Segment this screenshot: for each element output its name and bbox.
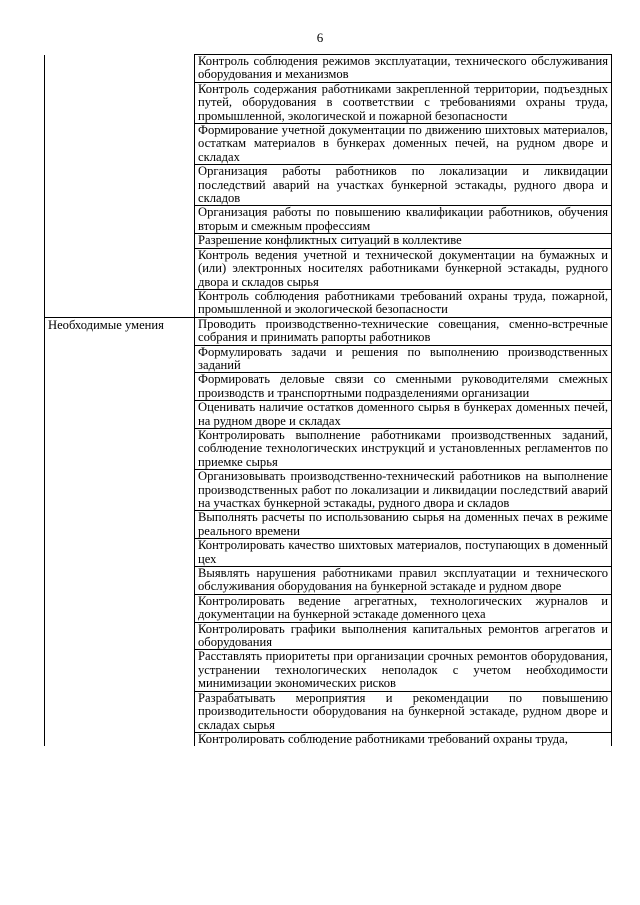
table-row — [45, 317, 612, 345]
table-cell-item: Организация работы по повышению квалификации работников, обучения вторым и смежным профессиям — [195, 206, 612, 234]
table-cell-item: Организация работы работников по локализации и ликвидации последствий аварий на участках бункерной эстакады, рудного двора и складов — [195, 165, 612, 206]
table-cell-item: Контролировать ведение агрегатных, технологических журналов и документации на бункерной эстакаде доменного цеха — [195, 594, 612, 622]
section-label-required-skills: Необходимые умения — [45, 317, 195, 746]
specification-table — [44, 54, 612, 746]
table-cell-item: Контроль соблюдения работниками требований охраны труда, пожарной, промышленной и экологической безопасности — [195, 289, 612, 317]
table-cell-item: Выполнять расчеты по использованию сырья на доменных печах в режиме реального времени — [195, 511, 612, 539]
table-cell-item: Контролировать графики выполнения капитальных ремонтов агрегатов и оборудования — [195, 622, 612, 650]
table-cell-item: Формировать деловые связи со сменными руководителями смежных производств и транспортными подразделениями организации — [195, 373, 612, 401]
table-cell-item: Контролировать качество шихтовых материалов, поступающих в доменный цех — [195, 539, 612, 567]
table-cell-item: Формулировать задачи и решения по выполнению производственных заданий — [195, 345, 612, 373]
table-cell-item: Проводить производственно-технические совещания, сменно-встречные собрания и принимать рапорты работников — [195, 317, 612, 345]
table-cell-item: Разрешение конфликтных ситуаций в коллективе — [195, 234, 612, 248]
specification-table-body — [45, 55, 612, 747]
page-number: 6 — [316, 30, 324, 45]
table-cell-item: Контроль ведения учетной и технической документации на бумажных и (или) электронных носителях работниками бункерной эстакады, рудного двора и складов сырья — [195, 248, 612, 289]
table-cell-item: Оценивать наличие остатков доменного сырья в бункерах доменных печей, на рудном дворе и складах — [195, 401, 612, 429]
section-label-continued — [45, 55, 195, 318]
table-cell-item: Организовывать производственно-технический работников на выполнение производственных работ по локализации и ликвидации последствий аварий на участках бункерной эстакады, рудного двора и складов — [195, 470, 612, 511]
table-row — [45, 55, 612, 83]
table-cell-item: Разрабатывать мероприятия и рекомендации по повышению производительности оборудования на бункерной эстакаде, рудном дворе и складах сырья — [195, 691, 612, 732]
table-cell-item: Формирование учетной документации по движению шихтовых материалов, остаткам материалов в бункерах доменных печей, на рудном дворе и складах — [195, 124, 612, 165]
table-cell-item: Выявлять нарушения работниками правил эксплуатации и технического обслуживания оборудования на бункерной эстакаде и рудном дворе — [195, 567, 612, 595]
table-cell-item: Контролировать соблюдение работниками требований охраны труда, — [195, 732, 612, 746]
table-cell-item: Контролировать выполнение работниками производственных заданий, соблюдение технологических инструкций и установленных регламентов по приемке сырья — [195, 428, 612, 469]
table-cell-item: Контроль соблюдения режимов эксплуатации, технического обслуживания оборудования и механизмов — [195, 55, 612, 83]
table-cell-item: Контроль содержания работниками закрепленной территории, подъездных путей, оборудования в соответствии с требованиями охраны труда, промышленной, экологической и пожарной безопасности — [195, 82, 612, 123]
table-cell-item: Расставлять приоритеты при организации срочных ремонтов оборудования, устранении технологических неполадок с учетом необходимости минимизации экономических рисков — [195, 650, 612, 691]
